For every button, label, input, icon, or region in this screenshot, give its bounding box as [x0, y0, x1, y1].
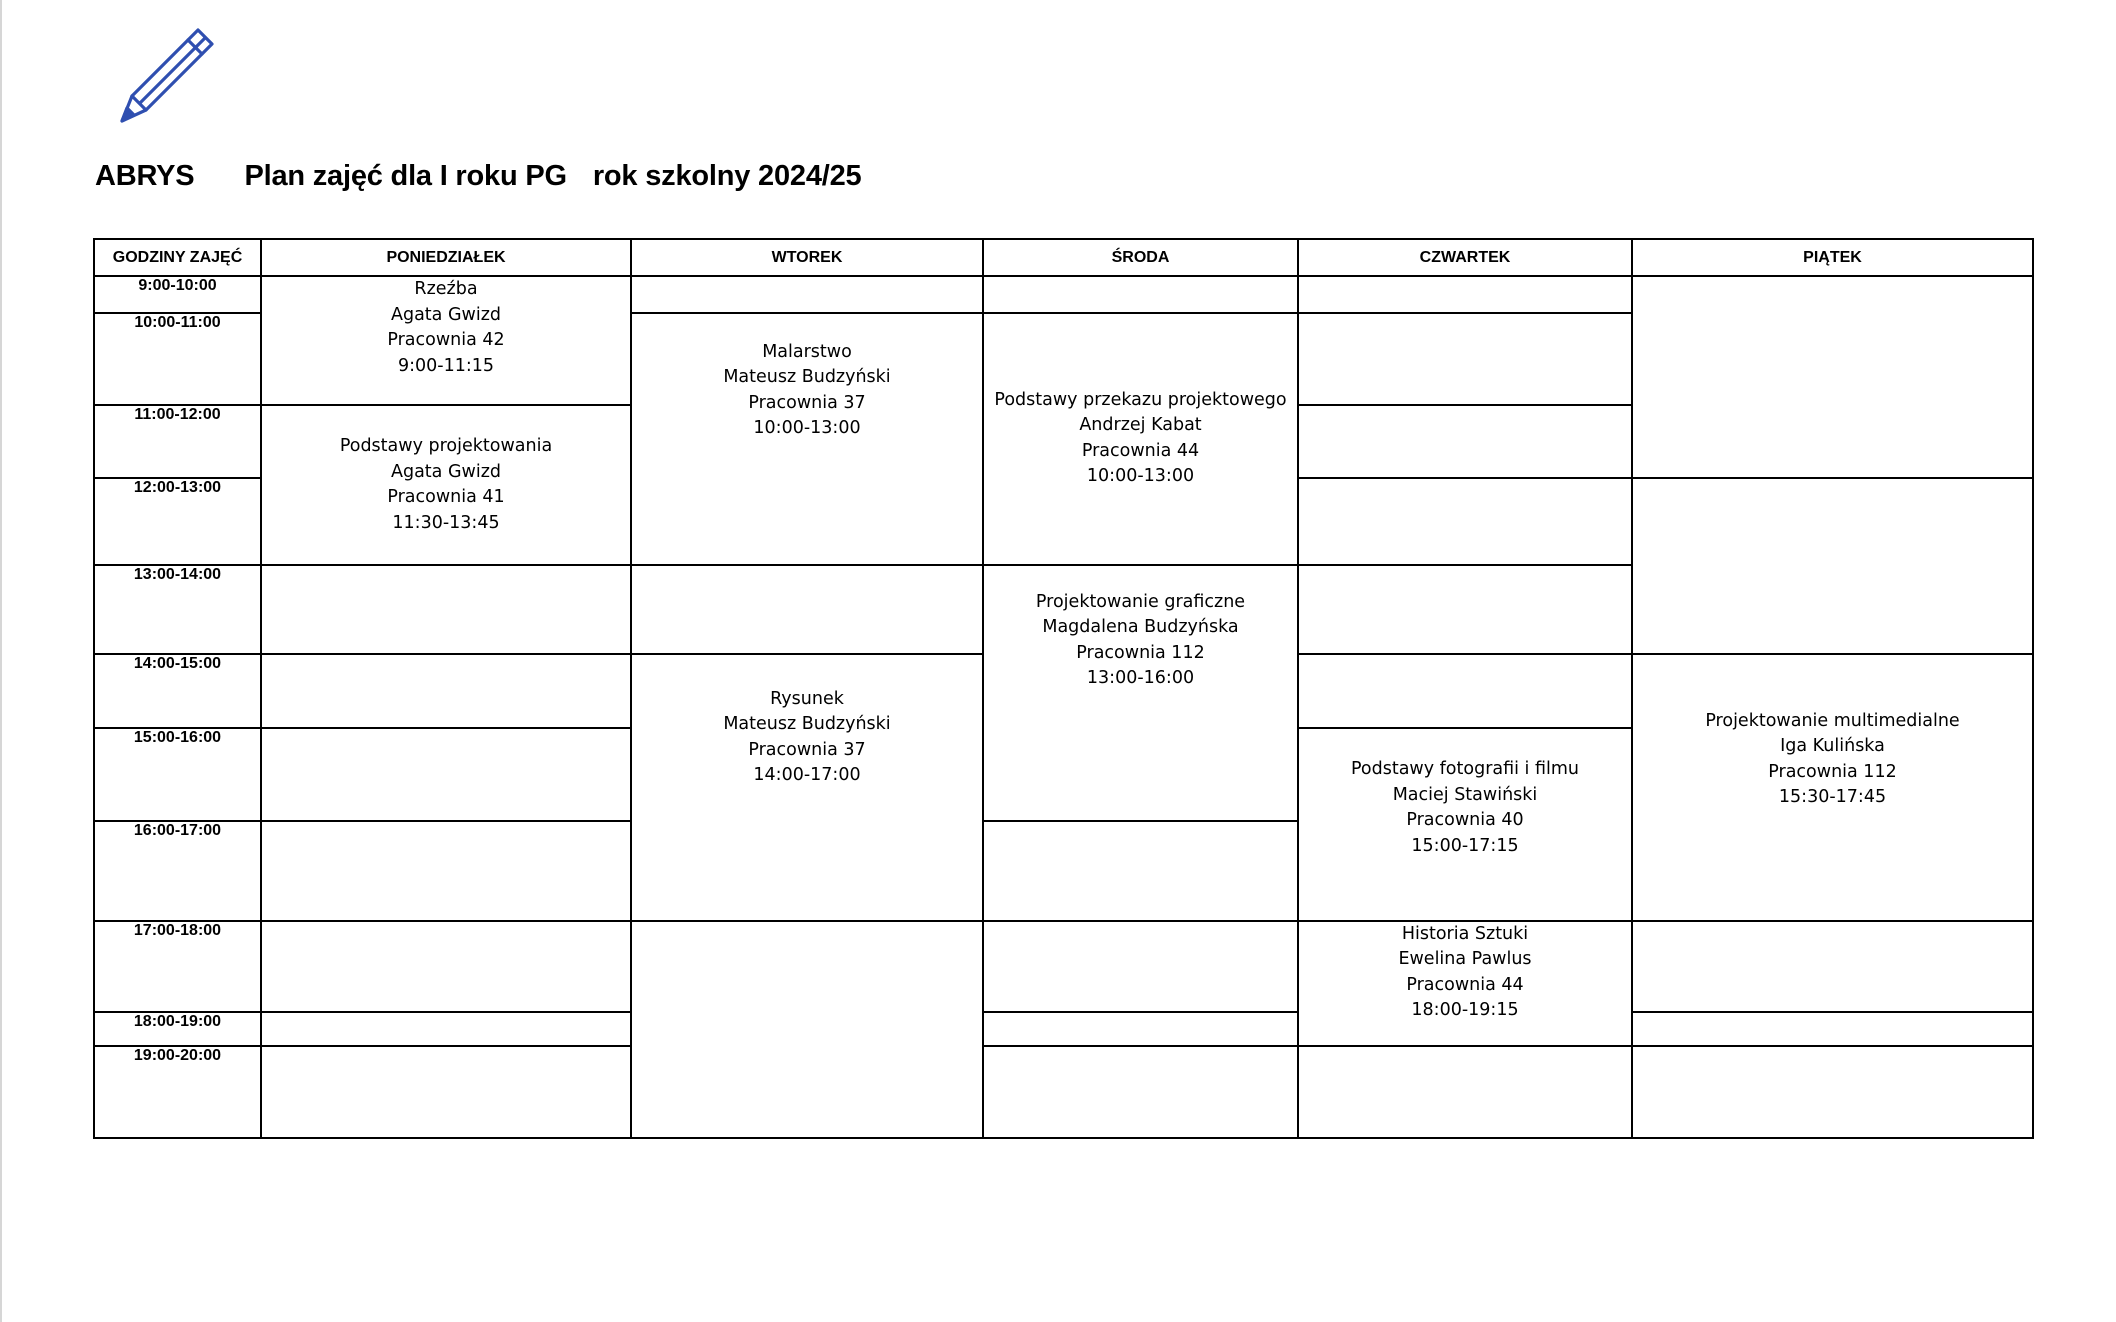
- empty-cell: [1298, 478, 1632, 565]
- hour-cell: 19:00-20:00: [94, 1046, 261, 1138]
- event-time: 11:30-13:45: [392, 512, 500, 533]
- event-room: Pracownia 41: [387, 487, 505, 508]
- event-tue-malarstwo: [631, 313, 983, 565]
- hour-cell: 11:00-12:00: [94, 405, 261, 478]
- empty-cell: [261, 728, 631, 821]
- hour-cell: 9:00-10:00: [94, 276, 261, 312]
- hour-cell: 10:00-11:00: [94, 313, 261, 406]
- empty-cell: [1298, 654, 1632, 729]
- event-room: Pracownia 37: [748, 739, 866, 760]
- empty-cell: [261, 565, 631, 654]
- header-friday: PIĄTEK: [1632, 239, 2033, 276]
- empty-cell: [261, 654, 631, 729]
- event-room: Pracownia 44: [1406, 974, 1524, 995]
- event-fri-projektowanie-multimedialne: [1632, 654, 2033, 921]
- event-room: Pracownia 42: [387, 330, 505, 351]
- event-time: 10:00-13:00: [1086, 466, 1195, 487]
- empty-cell: [261, 821, 631, 921]
- event-room: Pracownia 37: [748, 392, 866, 413]
- event-teacher: Andrzej Kabat: [1079, 415, 1202, 436]
- event-mon-podstawy-projektowania: [261, 405, 631, 564]
- event-subject: Rysunek: [770, 688, 844, 709]
- hour-cell: 17:00-18:00: [94, 921, 261, 1012]
- event-thu-fotografia: [1298, 728, 1632, 921]
- empty-cell: [983, 276, 1298, 312]
- document-title: [95, 160, 861, 193]
- header-hours: GODZINY ZAJĘĆ: [94, 239, 261, 276]
- empty-cell: [1632, 478, 2033, 654]
- header-monday: PONIEDZIAŁEK: [261, 239, 631, 276]
- event-subject: Projektowanie multimedialne: [1705, 710, 1960, 731]
- empty-cell: [1632, 1046, 2033, 1138]
- event-wed-przekaz: [983, 313, 1298, 565]
- event-teacher: Iga Kulińska: [1780, 736, 1885, 757]
- event-wed-projektowanie-graficzne: [983, 565, 1298, 821]
- table-row: [94, 921, 2033, 1012]
- empty-cell: [1298, 313, 1632, 406]
- pencil-icon: [112, 20, 222, 130]
- event-time: 18:00-19:15: [1411, 1000, 1519, 1021]
- event-time: 15:00-17:15: [1411, 835, 1519, 856]
- empty-cell: [983, 821, 1298, 921]
- event-subject: Malarstwo: [762, 341, 852, 362]
- empty-cell: [983, 1046, 1298, 1138]
- event-subject: Podstawy przekazu projektowego: [994, 389, 1287, 410]
- event-room: Pracownia 112: [1076, 642, 1205, 663]
- hour-cell: 14:00-15:00: [94, 654, 261, 729]
- table-row: [94, 276, 2033, 312]
- empty-cell: [1298, 405, 1632, 478]
- header-thursday: CZWARTEK: [1298, 239, 1632, 276]
- event-teacher: Magdalena Budzyńska: [1042, 617, 1239, 638]
- event-teacher: Agata Gwizd: [391, 304, 501, 325]
- hour-cell: 18:00-19:00: [94, 1012, 261, 1046]
- event-subject: Podstawy projektowania: [339, 436, 553, 457]
- school-year: rok szkolny 2024/25: [592, 160, 862, 192]
- hour-cell: 13:00-14:00: [94, 565, 261, 654]
- empty-cell: [1298, 1046, 1632, 1138]
- schedule-table: [93, 238, 2034, 1139]
- header-row: [94, 239, 2033, 276]
- event-subject: Historia Sztuki: [1401, 923, 1529, 944]
- page-edge-divider: [0, 0, 2, 1322]
- event-room: Pracownia 40: [1406, 810, 1524, 831]
- empty-cell: [1632, 276, 2033, 478]
- empty-cell: [1632, 921, 2033, 1012]
- empty-cell: [631, 276, 983, 312]
- event-room: Pracownia 112: [1768, 761, 1897, 782]
- empty-cell: [631, 565, 983, 654]
- event-thu-historia-sztuki: [1298, 921, 1632, 1046]
- event-teacher: Maciej Stawiński: [1392, 784, 1538, 805]
- hour-cell: 16:00-17:00: [94, 821, 261, 921]
- event-time: 14:00-17:00: [753, 765, 861, 786]
- event-room: Pracownia 44: [1081, 440, 1200, 461]
- empty-cell: [1298, 276, 1632, 312]
- event-subject: Podstawy fotografii i filmu: [1350, 759, 1580, 780]
- hour-cell: 12:00-13:00: [94, 478, 261, 565]
- event-subject: Projektowanie graficzne: [1035, 591, 1246, 612]
- event-teacher: Ewelina Pawlus: [1398, 949, 1532, 970]
- empty-cell: [983, 921, 1298, 1012]
- empty-cell: [261, 1046, 631, 1138]
- event-subject: Rzeźba: [414, 279, 478, 300]
- organization-name: ABRYS: [95, 160, 195, 192]
- empty-cell: [1298, 565, 1632, 654]
- event-teacher: Mateusz Budzyński: [723, 714, 891, 735]
- event-time: 9:00-11:15: [397, 355, 495, 376]
- empty-cell: [631, 921, 983, 1138]
- header-tuesday: WTOREK: [631, 239, 983, 276]
- event-teacher: Mateusz Budzyński: [723, 367, 891, 388]
- event-mon-rzezba: [261, 276, 631, 405]
- empty-cell: [261, 921, 631, 1012]
- empty-cell: [261, 1012, 631, 1046]
- event-time: 15:30-17:45: [1778, 787, 1887, 808]
- event-tue-rysunek: [631, 654, 983, 921]
- empty-cell: [1632, 1012, 2033, 1046]
- hour-cell: 15:00-16:00: [94, 728, 261, 821]
- table-row: [94, 1012, 2033, 1046]
- event-time: 13:00-16:00: [1086, 668, 1195, 689]
- plan-title: Plan zajęć dla I roku PG: [244, 160, 567, 192]
- event-time: 10:00-13:00: [753, 418, 861, 439]
- empty-cell: [983, 1012, 1298, 1046]
- header-wednesday: ŚRODA: [983, 239, 1298, 276]
- event-teacher: Agata Gwizd: [391, 461, 501, 482]
- table-row: [94, 1046, 2033, 1138]
